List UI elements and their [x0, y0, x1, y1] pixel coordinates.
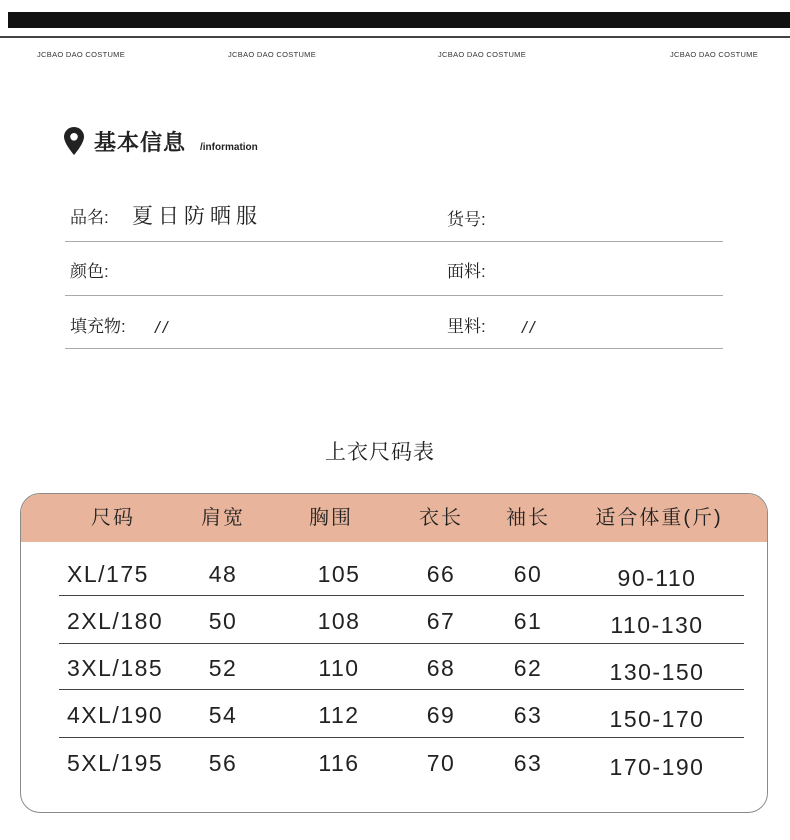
- product-name-label: 品名:: [70, 208, 109, 227]
- cell-shoulder: 54: [208, 702, 238, 728]
- product-name-value: 夏日防晒服: [132, 205, 262, 228]
- cell-shoulder: 48: [208, 561, 238, 587]
- color-label: 颜色:: [70, 262, 109, 281]
- table-row: [21, 692, 767, 739]
- cell-weight: 110-130: [610, 612, 704, 638]
- section-subtitle: /information: [200, 142, 258, 153]
- size-chart-table: [20, 493, 768, 813]
- header-sleeve: 袖长: [506, 507, 550, 529]
- cell-weight: 130-150: [609, 659, 705, 685]
- cell-sleeve: 63: [513, 702, 543, 728]
- header-weight: 适合体重(斤): [595, 507, 723, 529]
- top-bar: [8, 12, 790, 28]
- size-chart-header: [21, 494, 767, 542]
- cell-weight: 150-170: [609, 706, 705, 732]
- brand-label: JCBAO DAO COSTUME: [37, 50, 126, 59]
- cell-shoulder: 50: [208, 608, 238, 634]
- cell-size: 4XL/190: [67, 702, 164, 728]
- cell-shoulder: 56: [208, 750, 238, 776]
- cell-chest: 116: [318, 750, 360, 776]
- cell-chest: 108: [317, 608, 361, 634]
- cell-size: 3XL/185: [67, 655, 164, 681]
- row-divider: [59, 689, 744, 690]
- cell-length: 69: [426, 702, 456, 728]
- brand-label: JCBAO DAO COSTUME: [438, 50, 527, 59]
- header-length: 衣长: [419, 507, 463, 529]
- section-title: 基本信息: [94, 130, 187, 155]
- cell-shoulder: 52: [208, 655, 238, 681]
- lining-value: //: [522, 318, 538, 337]
- cell-sleeve: 61: [513, 608, 543, 634]
- field-divider: [65, 295, 723, 296]
- filling-label: 填充物:: [70, 317, 126, 336]
- header-chest: 胸围: [309, 507, 353, 529]
- header-shoulder: 肩宽: [201, 507, 245, 529]
- table-row: [21, 740, 767, 787]
- cell-length: 70: [426, 750, 456, 776]
- brand-label: JCBAO DAO COSTUME: [670, 50, 759, 59]
- row-divider: [59, 643, 744, 644]
- cell-chest: 105: [317, 561, 361, 587]
- location-pin-icon: [64, 127, 84, 155]
- cell-sleeve: 63: [513, 750, 543, 776]
- brand-label: JCBAO DAO COSTUME: [228, 50, 317, 59]
- table-row: [21, 645, 767, 692]
- field-divider: [65, 241, 723, 242]
- filling-value: //: [155, 318, 171, 337]
- cell-length: 68: [426, 655, 456, 681]
- header-size: 尺码: [91, 507, 135, 529]
- cell-size: 2XL/180: [67, 608, 164, 634]
- table-row: [21, 598, 767, 645]
- cell-sleeve: 60: [513, 561, 543, 587]
- cell-length: 67: [426, 608, 456, 634]
- table-row: [21, 551, 767, 598]
- size-chart-title: 上衣尺码表: [325, 441, 435, 464]
- field-divider: [65, 348, 723, 349]
- cell-chest: 112: [318, 702, 360, 728]
- cell-chest: 110: [318, 655, 360, 681]
- row-divider: [59, 737, 744, 738]
- cell-length: 66: [426, 561, 456, 587]
- cell-size: 5XL/195: [67, 750, 164, 776]
- cell-sleeve: 62: [513, 655, 543, 681]
- top-divider: [0, 36, 790, 38]
- fabric-label: 面料:: [447, 262, 486, 281]
- cell-weight: 170-190: [609, 754, 705, 780]
- cell-weight: 90-110: [617, 565, 697, 591]
- cell-size: XL/175: [67, 561, 149, 587]
- item-number-label: 货号:: [447, 210, 486, 229]
- lining-label: 里料:: [447, 317, 486, 336]
- row-divider: [59, 595, 744, 596]
